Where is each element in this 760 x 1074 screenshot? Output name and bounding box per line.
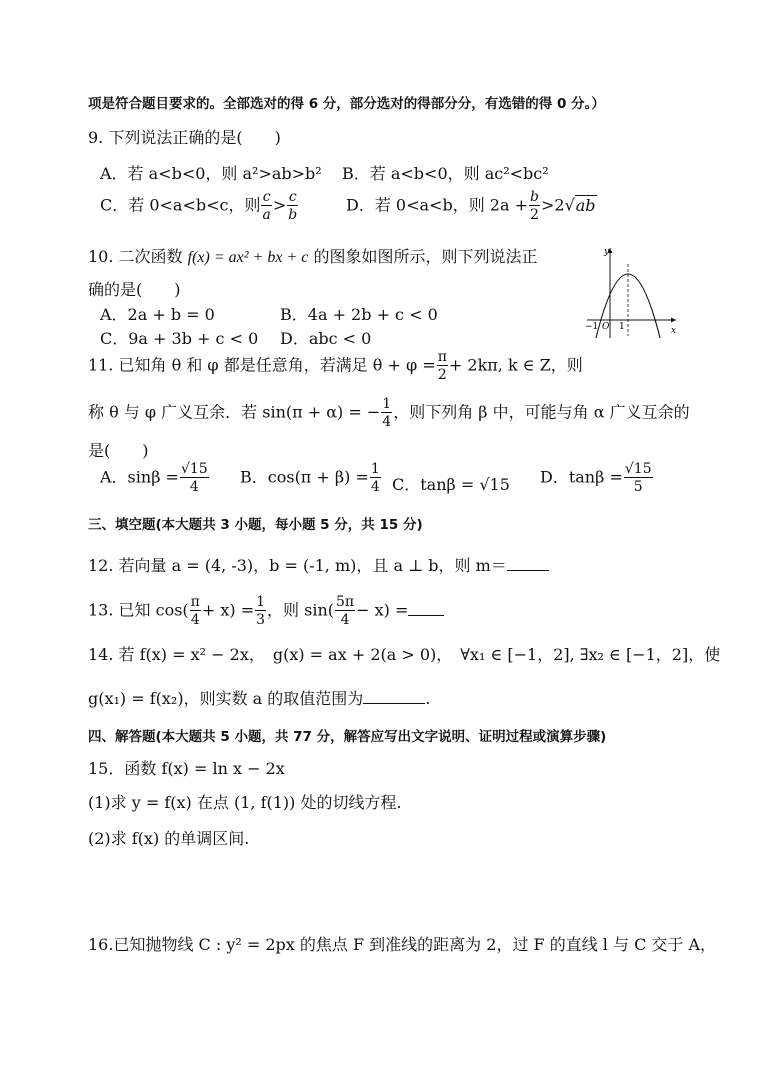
graph-one-label: 1 xyxy=(619,322,625,332)
q11-option-b: B．cos(π + β) = $\frac{1}{4}$ xyxy=(240,461,380,495)
q13-stem: 13. 已知 cos( $\frac{\pi}{4}$ + x) = $\frac{1}{3}$ ，则 sin( $\frac{5\pi}{4}$ − x) = xyxy=(88,595,444,627)
q12-answer-blank[interactable] xyxy=(507,556,549,571)
q11-option-a: A．sinβ = $\frac{√15}{4}$ xyxy=(100,461,208,495)
x-axis-arrow xyxy=(671,318,676,323)
graph-neg1-label: −1 xyxy=(585,322,599,332)
graph-y-label: y xyxy=(604,247,610,257)
q15-stem: 15．函数 f(x) = ln x − 2x xyxy=(88,759,285,778)
q16-stem: 16.已知抛物线 C : y² = 2px 的焦点 F 到准线的距离为 2，过 F 的直线 l 与 C 交于 A， xyxy=(88,935,717,954)
q11-stem: 11. 已知角 θ 和 φ 都是任意角，若满足 θ + φ = $\frac{\pi}{2}$ + 2kπ, k ∈ Z，则 xyxy=(88,349,583,383)
q9-option-c: C．若 0<a<b<c，则 $\frac{c}{a}$ > $\frac{c}{b}$ xyxy=(100,189,298,223)
q9-option-a: A．若 a<b<0，则 a²>ab>b² xyxy=(100,164,322,183)
q10-option-c: C．9a + 3b + c < 0 xyxy=(100,329,259,348)
q15-part-1: (1)求 y = f(x) 在点 (1, f(1)) 处的切线方程. xyxy=(88,793,402,812)
q11-option-d: D．tanβ = $\frac{√15}{5}$ xyxy=(540,461,652,495)
graph-x-label: x xyxy=(671,326,677,336)
q12-stem: 12. 若向量 a = (4, -3)，b = (-1, m)，且 a ⊥ b，则 m＝ xyxy=(88,553,549,576)
q10-option-b: B．4a + 2b + c < 0 xyxy=(280,305,438,324)
q11-option-c: C．tanβ = √15 xyxy=(392,475,510,494)
graph-origin-label: O xyxy=(602,322,610,332)
q14-answer-blank[interactable] xyxy=(363,689,425,704)
q11-stem-2: 称 θ 与 φ 广义互余．若 sin(π + α) = − $\frac{1}{4}$ ，则下列角 β 中，可能与角 α 广义互余的 xyxy=(88,396,690,430)
q9-option-d: D．若 0<a<b，则 2a + $\frac{b}{2}$ >2√ab xyxy=(346,189,596,223)
q9-option-b: B．若 a<b<0，则 ac²<bc² xyxy=(342,164,549,183)
q10-option-a: A．2a + b = 0 xyxy=(100,305,215,324)
section-3-heading: 三、填空题(本大题共 3 小题，每小题 5 分，共 15 分) xyxy=(88,517,423,533)
instruction-note: 项是符合题目要求的。全部选对的得 6 分，部分选对的得部分分，有选错的得 0 分。） xyxy=(88,96,605,112)
q10-stem-2: 确的是( ) xyxy=(88,280,181,299)
q9-stem: 9. 下列说法正确的是( ) xyxy=(88,128,281,147)
q13-answer-blank[interactable] xyxy=(408,601,444,616)
parabola-graph xyxy=(582,242,682,342)
q10-option-d: D．abc < 0 xyxy=(280,329,372,348)
q14-stem-2: g(x₁) = f(x₂)，则实数 a 的取值范围为 . xyxy=(88,689,431,708)
q10-stem: 10. 二次函数 f(x) = ax² + bx + c 的图象如图所示，则下列说法正 xyxy=(88,247,538,266)
q15-part-2: (2)求 f(x) 的单调区间. xyxy=(88,829,250,848)
section-4-heading: 四、解答题(本大题共 5 小题，共 77 分，解答应写出文字说明、证明过程或演算步骤) xyxy=(88,729,607,745)
q14-stem: 14. 若 f(x) = x² − 2x， g(x) = ax + 2(a > 0)， ∀x₁ ∈ [−1，2], ∃x₂ ∈ [−1，2]，使 xyxy=(88,645,721,664)
q11-stem-3: 是( ) xyxy=(88,441,149,460)
